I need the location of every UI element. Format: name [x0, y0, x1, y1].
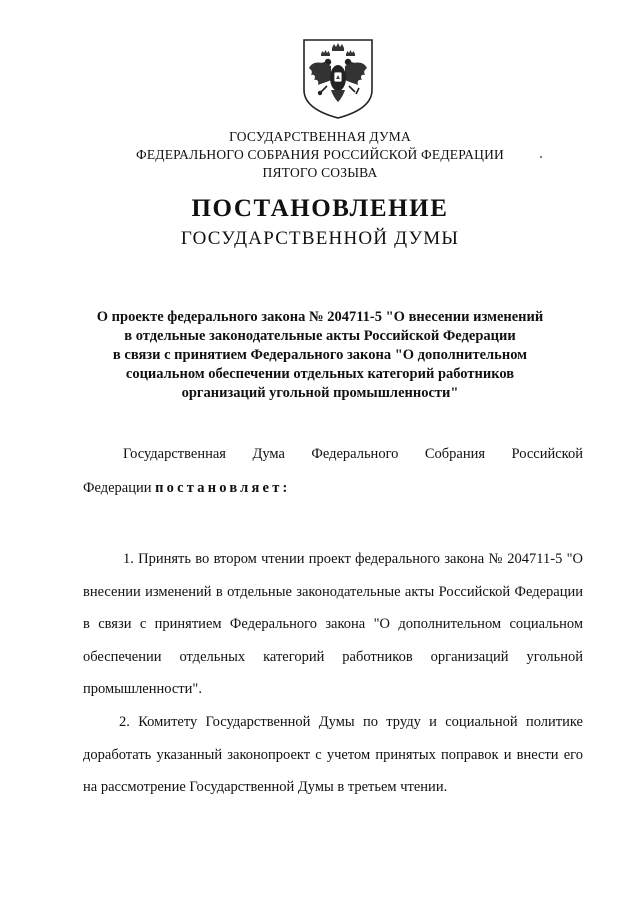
subject-line: социальном обеспечении отдельных категорий работников: [125, 366, 515, 382]
paragraph-1: 1. Принять во втором чтении проект федерального закона № 204711-5 "О внесении изменений в отдельные законодательные акты Российской Федерации в связи с принятием Федерального закона "О дополнительном социальном обеспечении отдельных категорий работников организаций угольной промышленности".: [83, 551, 583, 697]
convocation-label: ПЯТОГО СОЗЫВА: [262, 165, 378, 180]
document-title: ПОСТАНОВЛЕНИЕ: [191, 195, 449, 222]
intro-verb: постановляет:: [155, 480, 291, 496]
document-subject: [60, 308, 580, 403]
document-subtitle: ГОСУДАРСТВЕННОЙ ДУМЫ: [180, 228, 460, 249]
subject-line: в отдельные законодательные акты Российской Федерации: [124, 328, 516, 344]
subject-line: О проекте федерального закона № 204711-5 "О внесении изменений: [96, 309, 544, 325]
intro-prefix: Федерации: [83, 480, 152, 496]
org-name-line2: ФЕДЕРАЛЬНОГО СОБРАНИЯ РОССИЙСКОЙ ФЕДЕРАЦИИ: [136, 147, 504, 162]
paragraph-2: 2. Комитету Государственной Думы по труду и социальной политике доработать указанный законопроект с учетом принятых поправок и внести его на рассмотрение Государственной Думы в третьем чтении.: [83, 714, 583, 795]
russian-coat-of-arms-icon: [301, 38, 375, 120]
subject-line: организаций угольной промышленности": [181, 385, 459, 401]
intro-line: Государственная Дума Федерального Собрания Российской: [123, 446, 583, 462]
subject-line: в связи с принятием Федерального закона "О дополнительном: [112, 347, 528, 363]
scan-speck: [540, 156, 542, 158]
intro-line-2: [83, 478, 291, 498]
org-name-line1: ГОСУДАРСТВЕННАЯ ДУМА: [229, 129, 411, 144]
